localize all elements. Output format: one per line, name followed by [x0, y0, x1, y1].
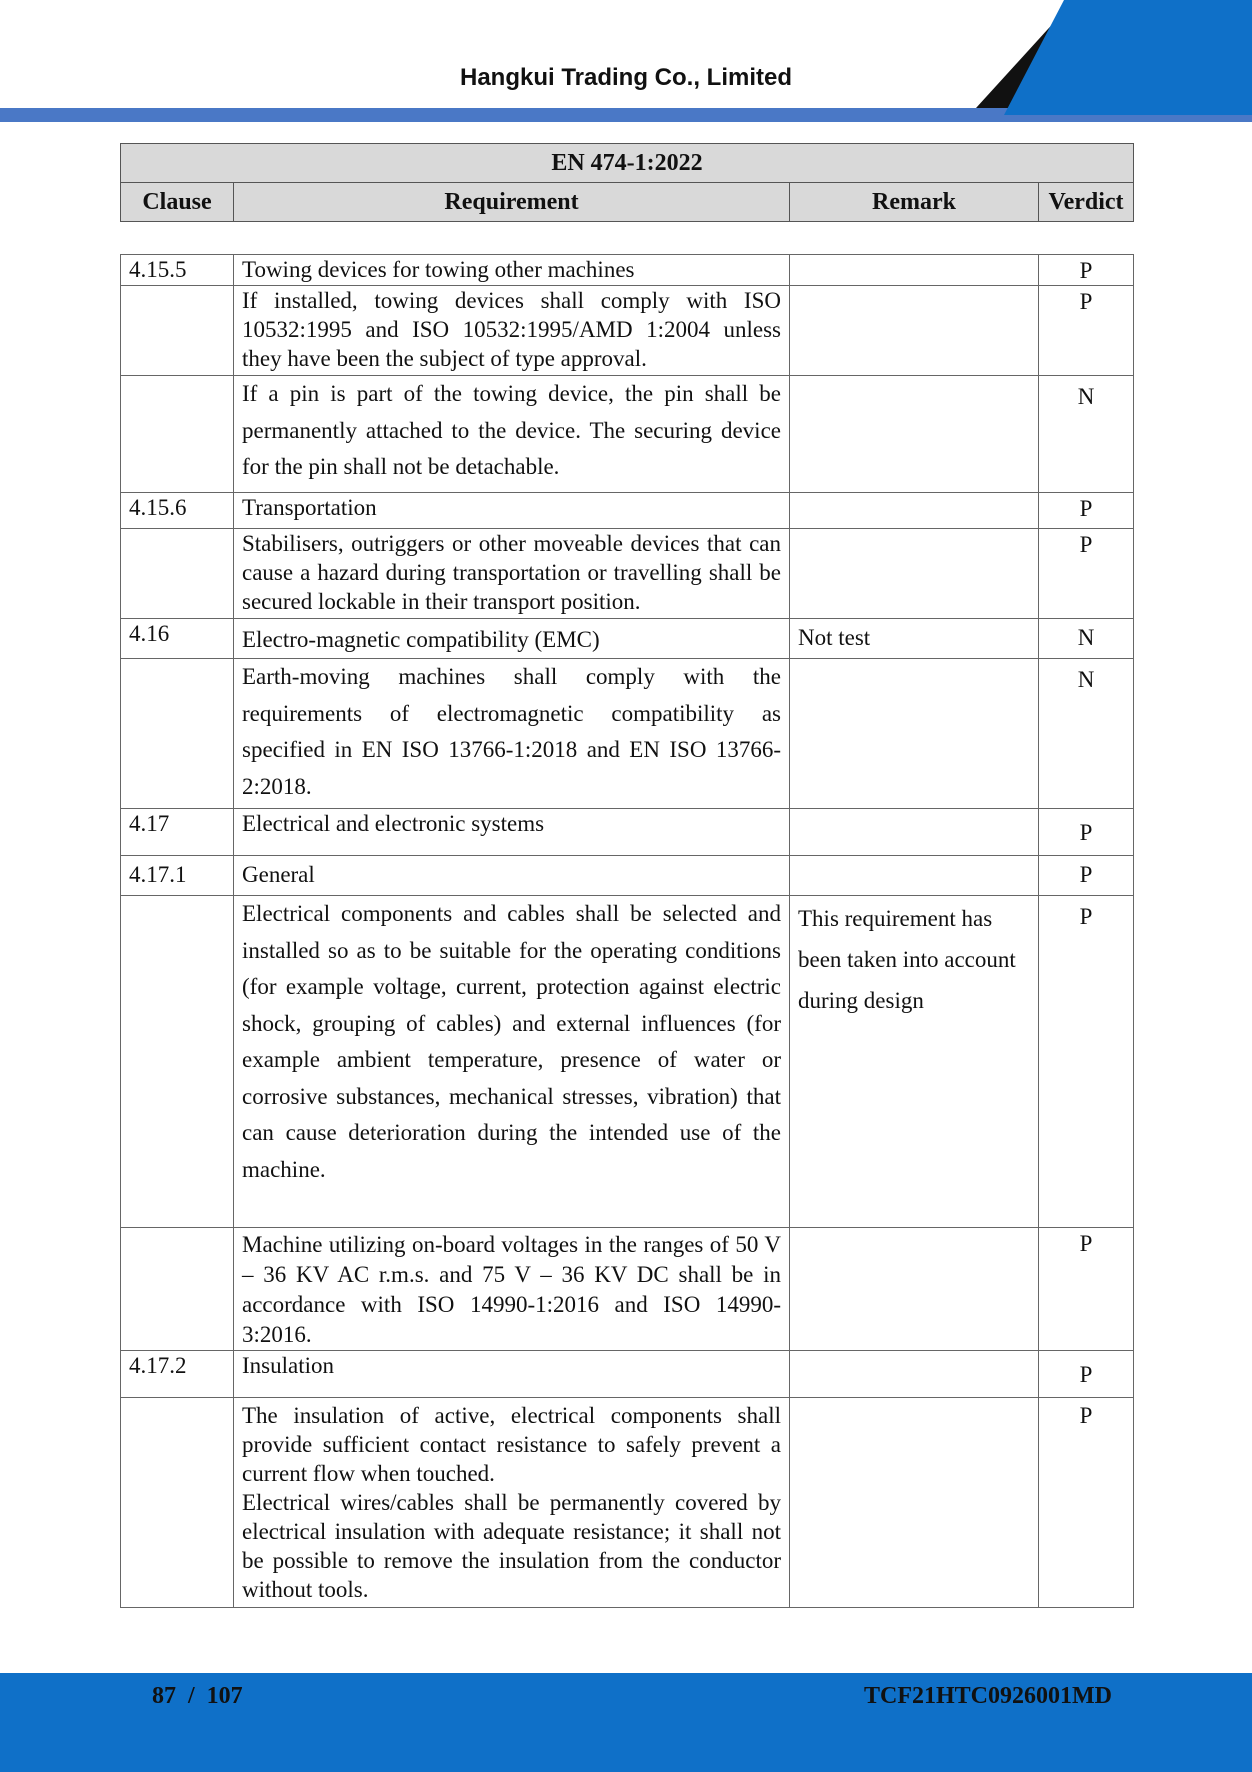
- table-row: [121, 856, 1134, 896]
- remark-cell: This requirement has been taken into account during design: [790, 896, 1039, 1228]
- clause-cell: [121, 659, 234, 809]
- clause-cell: [121, 376, 234, 493]
- table-row: [121, 896, 1134, 1228]
- requirement-paragraph: The insulation of active, electrical components shall provide sufficient contact resistance to safely prevent a current flow when touched.: [242, 1403, 781, 1486]
- company-name: Hangkui Trading Co., Limited: [459, 64, 792, 91]
- remark-cell: [790, 286, 1039, 376]
- remark-cell: [790, 376, 1039, 493]
- requirement-cell: If installed, towing devices shall comply with ISO 10532:1995 and ISO 10532:1995/AMD 1:2004 unless they have been the subject of type approval.: [234, 286, 790, 376]
- header-corner-graphic: [0, 0, 1252, 122]
- table-row: [121, 809, 1134, 856]
- page-number: 87 / 107: [152, 1683, 243, 1709]
- verdict-cell: P: [1039, 896, 1134, 1228]
- corner-blue-block: [1004, 0, 1252, 115]
- table-row: [121, 1351, 1134, 1398]
- requirement-cell: [234, 1398, 790, 1608]
- table-row: [121, 1228, 1134, 1351]
- verdict-cell: P: [1039, 809, 1134, 856]
- remark-cell: [790, 493, 1039, 529]
- clause-cell: [121, 1228, 234, 1351]
- clause-cell: 4.15.6: [121, 493, 234, 529]
- remark-cell: [790, 1228, 1039, 1351]
- standard-title: EN 474-1:2022: [121, 144, 1134, 183]
- remark-cell: [790, 809, 1039, 856]
- clause-cell: [121, 286, 234, 376]
- column-header-remark: Remark: [790, 183, 1039, 222]
- column-header-requirement: Requirement: [234, 183, 790, 222]
- requirement-cell: Stabilisers, outriggers or other moveable devices that can cause a hazard during transportation or travelling shall be secured lockable in their transport position.: [234, 529, 790, 619]
- verdict-cell: N: [1039, 619, 1134, 659]
- document-id: TCF21HTC0926001MD: [864, 1683, 1112, 1709]
- verdict-cell: P: [1039, 493, 1134, 529]
- remark-cell: [790, 1351, 1039, 1398]
- requirements-table: [120, 254, 1134, 1608]
- clause-cell: 4.15.5: [121, 255, 234, 286]
- verdict-cell: P: [1039, 1351, 1134, 1398]
- requirement-cell: Electro-magnetic compatibility (EMC): [234, 619, 790, 659]
- remark-cell: [790, 856, 1039, 896]
- remark-cell: [790, 1398, 1039, 1608]
- remark-cell: [790, 529, 1039, 619]
- clause-cell: 4.17.2: [121, 1351, 234, 1398]
- verdict-cell: P: [1039, 286, 1134, 376]
- table-row: [121, 376, 1134, 493]
- requirement-cell: Transportation: [234, 493, 790, 529]
- clause-cell: [121, 1398, 234, 1608]
- clause-cell: 4.17: [121, 809, 234, 856]
- clause-cell: [121, 896, 234, 1228]
- table-row: [121, 529, 1134, 619]
- remark-cell: [790, 659, 1039, 809]
- table-row: [121, 493, 1134, 529]
- remark-cell: Not test: [790, 619, 1039, 659]
- column-header-clause: Clause: [121, 183, 234, 222]
- requirement-cell: Electrical components and cables shall be selected and installed so as to be suitable for the operating conditions (for example voltage, current, protection against electric shock, grouping of cables) and external influences (for example ambient temperature, presence of water or corrosive substances, mechanical stresses, vibration) that can cause deterioration during the intended use of the machine.: [234, 896, 790, 1228]
- clause-cell: 4.16: [121, 619, 234, 659]
- verdict-cell: P: [1039, 856, 1134, 896]
- requirement-cell: If a pin is part of the towing device, the pin shall be permanently attached to the device. The securing device for the pin shall not be detachable.: [234, 376, 790, 493]
- clause-cell: [121, 529, 234, 619]
- requirement-paragraph: Electrical wires/cables shall be permanently covered by electrical insulation with adequate resistance; it shall not be possible to remove the insulation from the conductor without tools.: [242, 1490, 781, 1602]
- table-row: [121, 659, 1134, 809]
- clause-cell: 4.17.1: [121, 856, 234, 896]
- column-header-verdict: Verdict: [1039, 183, 1134, 222]
- requirement-cell: Towing devices for towing other machines: [234, 255, 790, 286]
- verdict-cell: P: [1039, 529, 1134, 619]
- table-row: [121, 619, 1134, 659]
- verdict-cell: P: [1039, 255, 1134, 286]
- requirement-cell: Machine utilizing on-board voltages in the ranges of 50 V – 36 KV AC r.m.s. and 75 V – 36 KV DC shall be in accordance with ISO 14990-1:2016 and ISO 14990-3:2016.: [234, 1228, 790, 1351]
- verdict-cell: P: [1039, 1228, 1134, 1351]
- requirement-cell: Insulation: [234, 1351, 790, 1398]
- requirement-cell: Electrical and electronic systems: [234, 809, 790, 856]
- verdict-cell: P: [1039, 1398, 1134, 1608]
- remark-cell: [790, 255, 1039, 286]
- table-row: [121, 255, 1134, 286]
- requirement-cell: General: [234, 856, 790, 896]
- table-row: [121, 286, 1134, 376]
- verdict-cell: N: [1039, 659, 1134, 809]
- requirement-cell: Earth-moving machines shall comply with the requirements of electromagnetic compatibility as specified in EN ISO 13766-1:2018 and EN ISO 13766-2:2018.: [234, 659, 790, 809]
- standard-table-header: [120, 143, 1134, 222]
- table-row: [121, 1398, 1134, 1608]
- verdict-cell: N: [1039, 376, 1134, 493]
